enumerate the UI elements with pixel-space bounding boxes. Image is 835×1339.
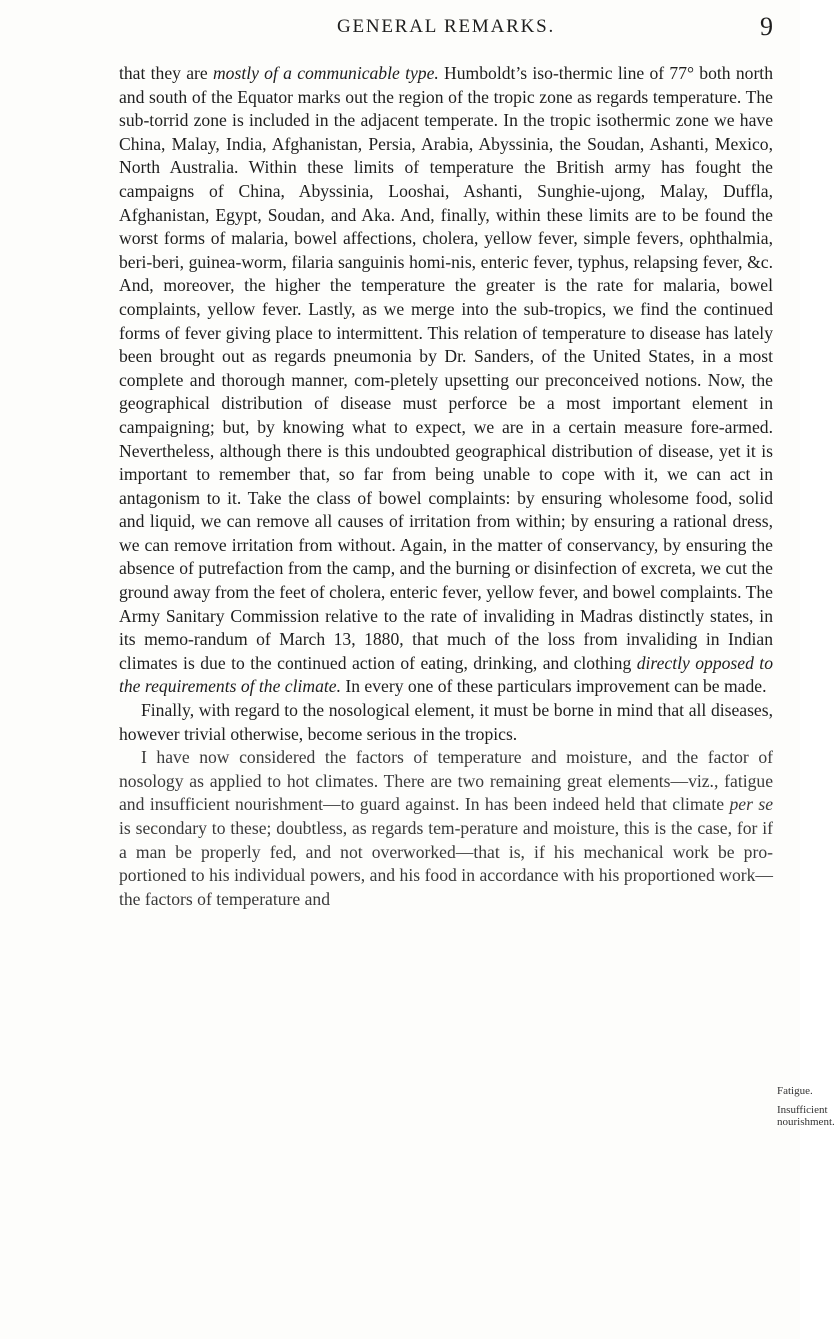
paragraph-2 [119,699,773,746]
margin-note-fatigue: Fatigue. [777,1085,813,1097]
text-run: that they are [119,63,213,83]
margin-notes [777,1085,835,1128]
running-title: GENERAL REMARKS. [336,16,556,37]
text-run: I have now considered the factors of temperature and moisture, and the factor of nosology as applied to hot climates. There are two remaining great elements—viz., fatigue and insufficient nourishment—to guard against. In has been indeed held that climate [119,747,773,815]
paragraph-3 [119,746,773,911]
body-text [119,62,773,911]
margin-note-nourishment: nourishment. [777,1116,835,1128]
italic-run: mostly of a communicable type. [212,63,439,83]
text-run: is secondary to these; doubtless, as regards tem-perature and moisture, this is the case, for if a man be properly fed, and not overworked—that is, if his mechanical work be pro-portioned to his individual powers, and his food in accordance with his proportioned work—the factors of temperature and [119,818,773,909]
margin-note-spacer [777,1097,800,1104]
italic-run: directly opposed to the requirements of the climate. [119,652,773,697]
paragraph-1 [119,62,773,699]
text-run: In every one of these particulars improvement can be made. [340,676,767,697]
running-head [119,10,773,50]
margin-note-insufficient: Insufficient [777,1104,828,1116]
page-number: 9 [760,12,773,41]
text-run: Finally, with regard to the nosological element, it must be borne in mind that all diseases, however trivial otherwise, become serious in the tropics. [119,700,773,744]
text-run: Humboldt’s iso-thermic line of 77° both north and south of the Equator marks out the region of the tropic zone as regards temperature. The sub-torrid zone is included in the adjacent temperate. In the tropic isothermic zone we have China, Malay, India, Afghanistan, Persia, Arabia, Abyssinia, the Soudan, Ashanti, Mexico, North Australia. Within these limits of temperature the British army has fought the campaigns of China, Abyssinia, Looshai, Ashanti, Sunghie-ujong, Malay, Duffla, Afghanistan, Egypt, Soudan, and Aka. And, finally, within these limits are to be found the worst forms of malaria, bowel affections, cholera, yellow fever, simple fevers, ophthalmia, beri-beri, guinea-worm, filaria sanguinis homi-nis, enteric fever, typhus, relapsing fever, &c. And, moreover, the higher the temperature the greater is the rate for malaria, bowel complaints, yellow fever. Lastly, as we merge into the sub-tropics, we find the continued forms of fever giving place to intermittent. This relation of temperature to disease has lately been brought out as regards pneumonia by Dr. Sanders, of the United States, in a most complete and thorough manner, com-pletely upsetting our preconceived notions. Now, the geographical distribution of disease must perforce be a most important element in campaigning; but, by knowing what to expect, we are in a certain measure fore-armed. Nevertheless, although there is this undoubted geographical distribution of disease, yet it is important to remember that, so far from being unable to cope with it, we can act in antagonism to it. Take the class of bowel complaints: by ensuring wholesome food, solid and liquid, we can remove all causes of irritation from within; by ensuring a rational dress, we can remove irritation from without. Again, in the matter of conservancy, by ensuring the absence of putrefaction from the camp, and the burning or disinfection of excreta, we cut the ground away from the feet of cholera, enteric fever, yellow fever, and bowel complaints. The Army Sanitary Commission relative to the rate of invaliding in Madras distinctly states, in its memo-randum of March 13, 1880, that much of the loss from invaliding in Indian climates is due to the continued action of eating, drinking, and clothing [119,63,773,673]
italic-run: per se [729,794,773,815]
